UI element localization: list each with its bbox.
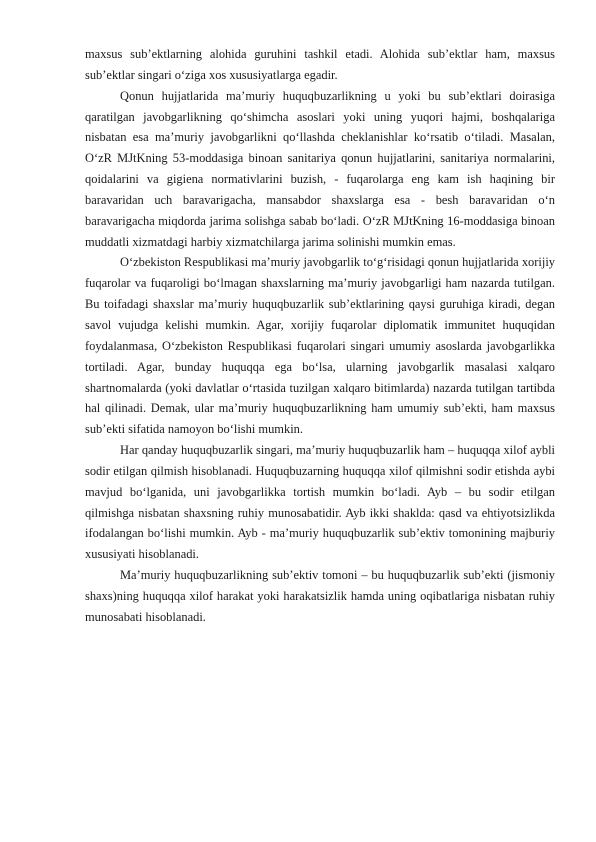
document-body [85, 44, 555, 628]
paragraph-foreign-citizens: O‘zbekiston Respublikasi ma’muriy javobgarlik to‘g‘risidagi qonun hujjatlarida xorijiy fuqarolar va fuqaroligi bo‘lmagan shaxslarning ma’muriy javobgarligi ham nazarda tutilgan. Bu toifadagi shaxslar ma’muriy huquqbuzarlik sub’ektlarining qaysi guruhiga kiradi, degan savol vujudga kelishi mumkin. Agar, xorijiy fuqarolar diplomatik immunitet huquqidan foydalanmasa, O‘zbekiston Respublikasi fuqarolari singari umumiy asoslarda javobgarlikka tortiladi. Agar, bunday huquqqa ega bo‘lsa, ularning javobgarlik masalasi xalqaro shartnomalarda (yoki davlatlar o‘rtasida tuzilgan xalqaro bitimlarda) nazarda tutilgan tartibda hal qilinadi. Demak, ular ma’muriy huquqbuzarlikning ham umumiy sub’ekti, ham maxsus sub’ekti sifatida namoyon bo‘lishi mumkin. [85, 255, 555, 437]
paragraph-subjective-side: Ma’muriy huquqbuzarlikning sub’ektiv tomoni – bu huquqbuzarlik sub’ekti (jismoniy shaxs)ning huquqqa xilof harakat yoki harakatsizlik hamda uning oqibatlariga nisbatan ruhiy munosabati hisoblanadi. [85, 568, 555, 624]
paragraph-guilt: Har qanday huquqbuzarlik singari, ma’muriy huquqbuzarlik ham – huquqqa xilof aybli sodir etilgan qilmish hisoblanadi. Huquqbuzarning huquqqa xilof qilmishni sodir etishda aybi mavjud bo‘lganida, uni javobgarlikka tortish mumkin bo‘ladi. Ayb – bu sodir etilgan qilmishga nisbatan shaxsning ruhiy munosabatidir. Ayb ikki shaklda: qasd va ehtiyotsizlikda ifodalangan bo‘lishi mumkin. Ayb - ma’muriy huquqbuzarlik sub’ektiv tomonining majburiy xususiyati hisoblanadi. [85, 443, 555, 562]
paragraph-continuation: maxsus sub’ektlarning alohida guruhini tashkil etadi. Alohida sub’ektlar ham, maxsus sub’ektlar singari o‘ziga xos xususiyatlarga egadir. [85, 47, 555, 82]
paragraph-legal-grounds: Qonun hujjatlarida ma’muriy huquqbuzarlikning u yoki bu sub’ektlari doirasiga qaratilgan javobgarlikning qo‘shimcha asoslari yoki uning yuqori hajmi, boshqalariga nisbatan esa ma’muriy javobgarlikni qo‘llashda cheklanishlar ko‘rsatib o‘tiladi. Masalan, O‘zR MJtKning 53-moddasiga binoan sanitariya qonun hujjatlarini, sanitariya normalarini, qoidalarini va gigiena normativlarini buzish, - fuqarolarga eng kam ish haqining bir baravaridan uch baravarigacha, mansabdor shaxslarga esa - besh baravaridan o‘n baravarigacha miqdorda jarima solishga sabab bo‘ladi. O‘zR MJtKning 16-moddasiga binoan muddatli xizmatdagi harbiy xizmatchilarga jarima solinishi mumkin emas. [85, 88, 555, 249]
